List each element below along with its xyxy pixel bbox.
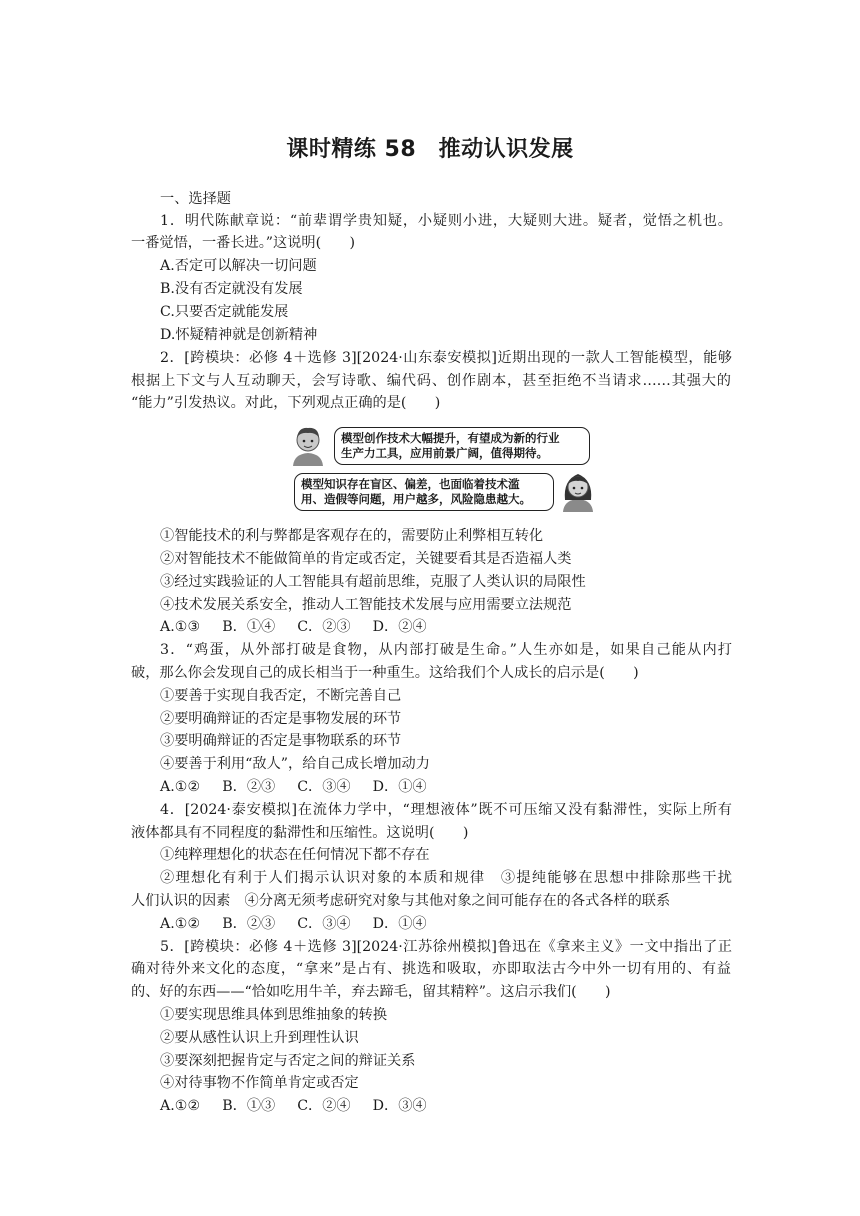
- bubble-text: 模型知识存在盲区、偏差，也面临着技术滥: [301, 477, 520, 491]
- statement-1: ①纯粹理想化的状态在任何情况下都不存在: [160, 847, 430, 863]
- option-b: B.没有否定就没有发展: [160, 281, 303, 297]
- question-stem: 5．[跨模块：必修 4＋选修 3][2024·江苏徐州模拟]鲁迅在《拿来主义》一文中指出了正: [160, 939, 732, 955]
- statement-1: ①要实现思维具体到思维抽象的转换: [160, 1007, 388, 1023]
- question-stem: 一番觉悟，一番长进。”这说明( ): [131, 235, 356, 251]
- speech-bubble-cautious: [294, 473, 554, 511]
- statement-3: ③要明确辩证的否定是事物联系的环节: [160, 733, 402, 749]
- option-c: C．②④: [297, 1098, 351, 1114]
- speech-bubble-positive: [334, 427, 590, 465]
- bubble-text: 生产力工具，应用前景广阔，值得期待。: [341, 446, 548, 460]
- statement-4: ④技术发展关系安全，推动人工智能技术发展与应用需要立法规范: [160, 597, 572, 613]
- option-d: D.怀疑精神就是创新精神: [160, 327, 318, 343]
- option-c: C.只要否定就能发展: [160, 304, 289, 320]
- question-stem: 液体都具有不同程度的黏滞性和压缩性。这说明( ): [131, 825, 469, 841]
- answer-options: [160, 617, 449, 637]
- question-stem: 的、好的东西——“恰如吃用牛羊，弃去蹄毛，留其精粹”。这启示我们( ): [131, 984, 611, 1000]
- bubble-text: 用、造假等问题，用户越多，风险隐患越大。: [301, 492, 531, 506]
- statement-4: ④要善于利用“敌人”，给自己成长增加动力: [160, 756, 430, 772]
- question-stem: 1．明代陈献章说：“前辈谓学贵知疑，小疑则小进，大疑则大进。疑者，觉悟之机也。: [160, 213, 732, 229]
- option-c: C．③④: [297, 916, 351, 932]
- statement-2: ②要从感性认识上升到理性认识: [160, 1030, 359, 1046]
- option-b: B．①④: [222, 619, 276, 635]
- option-a: A.①②: [160, 779, 201, 795]
- dialogue-illustration: [290, 422, 600, 512]
- question-stem: 3．“鸡蛋，从外部打破是食物，从内部打破是生命。”人生亦如是，如果自己能从内打: [160, 642, 732, 658]
- statement-3: ③要深刻把握肯定与否定之间的辩证关系: [160, 1053, 416, 1069]
- answer-options: [160, 777, 449, 797]
- question-stem: 根据上下文与人互动聊天，会写诗歌、编代码、创作剧本，甚至拒绝不当请求……其强大的: [131, 373, 731, 389]
- statement-2-3: ②理想化有利于人们揭示认识对象的本质和规律 ③提纯能够在思想中排除那些干扰: [160, 870, 732, 886]
- question-stem: “能力”引发热议。对此，下列观点正确的是( ): [131, 395, 441, 411]
- answer-options: [160, 914, 449, 934]
- option-d: D．②④: [372, 619, 427, 635]
- page-title: 课时精练 58 推动认识发展: [286, 137, 574, 162]
- statement-3-4: 人们认识的因素 ④分离无须考虑研究对象与其他对象之间可能存在的各式各样的联系: [131, 893, 671, 909]
- statement-3: ③经过实践验证的人工智能具有超前思维，克服了人类认识的局限性: [160, 574, 586, 590]
- option-c: C．②③: [297, 619, 351, 635]
- bubble-text: 模型创作技术大幅提升，有望成为新的行业: [341, 431, 560, 445]
- answer-options: [160, 1096, 449, 1116]
- option-a: A.①③: [160, 619, 201, 635]
- option-a: A.①②: [160, 1098, 201, 1114]
- statement-1: ①要善于实现自我否定，不断完善自己: [160, 688, 402, 704]
- question-stem: 2．[跨模块：必修 4＋选修 3][2024·山东泰安模拟]近期出现的一款人工智能模型，能够: [160, 350, 732, 366]
- question-stem: 确对待外来文化的态度，“拿来”是占有、挑选和吸取，亦即取法古今中外一切有用的、有益: [131, 961, 731, 977]
- statement-2: ②对智能技术不能做简单的肯定或否定，关键要看其是否造福人类: [160, 551, 572, 567]
- option-a: A.否定可以解决一切问题: [160, 258, 317, 274]
- option-b: B．②③: [222, 916, 276, 932]
- section-heading: 一、选择题: [160, 191, 231, 207]
- option-d: D．③④: [372, 1098, 427, 1114]
- option-d: D．①④: [372, 916, 427, 932]
- question-stem: 4．[2024·泰安模拟]在流体力学中，“理想液体”既不可压缩又没有黏滞性，实际上所有: [160, 802, 732, 818]
- statement-1: ①智能技术的利与弊都是客观存在的，需要防止利弊相互转化: [160, 528, 544, 544]
- option-d: D．①④: [372, 779, 427, 795]
- option-b: B．②③: [222, 779, 276, 795]
- girl-avatar-icon: [560, 470, 596, 512]
- statement-2: ②要明确辩证的否定是事物发展的环节: [160, 711, 402, 727]
- option-c: C．③④: [297, 779, 351, 795]
- question-stem: 破，那么你会发现自己的成长相当于一种重生。这给我们个人成长的启示是( ): [131, 665, 639, 681]
- option-a: A.①②: [160, 916, 201, 932]
- option-b: B．①③: [222, 1098, 276, 1114]
- statement-4: ④对待事物不作简单肯定或否定: [160, 1075, 359, 1091]
- boy-avatar-icon: [290, 424, 326, 466]
